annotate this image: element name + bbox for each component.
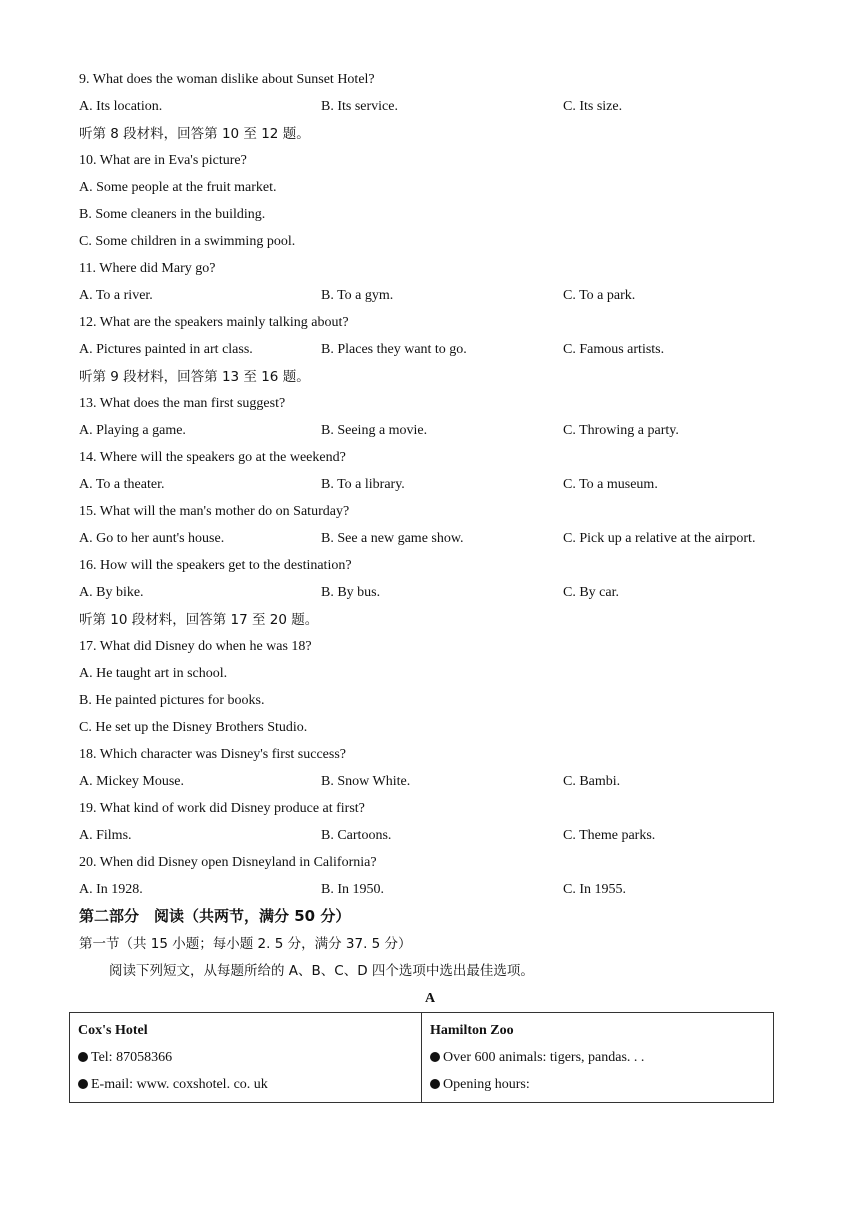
q14-option-a: A. To a theater. bbox=[79, 477, 165, 492]
part2-direction: 阅读下列短文，从每题所给的 A、B、C、D 四个选项中选出最佳选项。 bbox=[109, 963, 534, 979]
q20-option-c: C. In 1955. bbox=[563, 882, 626, 897]
q13-option-a: A. Playing a game. bbox=[79, 423, 186, 438]
question-12: 12. What are the speakers mainly talking about? bbox=[79, 315, 349, 330]
q10-option-a: A. Some people at the fruit market. bbox=[79, 180, 277, 195]
q11-option-c: C. To a park. bbox=[563, 288, 636, 303]
q15-option-a: A. Go to her aunt's house. bbox=[79, 531, 225, 546]
q9-option-a: A. Its location. bbox=[79, 99, 163, 114]
hotel-title: Cox's Hotel bbox=[78, 1023, 148, 1038]
q20-option-a: A. In 1928. bbox=[79, 882, 143, 897]
part2-heading: 第二部分 阅读（共两节，满分 50 分） bbox=[79, 907, 351, 925]
q17-option-c: C. He set up the Disney Brothers Studio. bbox=[79, 720, 308, 735]
question-11: 11. Where did Mary go? bbox=[79, 261, 216, 276]
q10-option-b: B. Some cleaners in the building. bbox=[79, 207, 266, 222]
q15-option-c: C. Pick up a relative at the airport. bbox=[563, 531, 756, 546]
bullet-icon bbox=[78, 1079, 88, 1089]
q13-option-c: C. Throwing a party. bbox=[563, 423, 679, 438]
q16-option-c: C. By car. bbox=[563, 585, 619, 600]
question-13: 13. What does the man first suggest? bbox=[79, 396, 286, 411]
hotel-tel: Tel: 87058366 bbox=[78, 1044, 413, 1071]
q9-option-c: C. Its size. bbox=[563, 99, 623, 114]
q11-option-a: A. To a river. bbox=[79, 288, 153, 303]
bullet-icon bbox=[430, 1079, 440, 1089]
q19-option-a: A. Films. bbox=[79, 828, 132, 843]
q18-option-b: B. Snow White. bbox=[321, 774, 411, 789]
q18-option-a: A. Mickey Mouse. bbox=[79, 774, 184, 789]
hotel-cell bbox=[70, 1013, 422, 1103]
question-14: 14. Where will the speakers go at the weekend? bbox=[79, 450, 346, 465]
part2-section1: 第一节（共 15 小题；每小题 2. 5 分，满分 37. 5 分） bbox=[79, 936, 412, 952]
q9-option-b: B. Its service. bbox=[321, 99, 398, 114]
q12-option-c: C. Famous artists. bbox=[563, 342, 665, 357]
question-9: 9. What does the woman dislike about Sunset Hotel? bbox=[79, 72, 375, 87]
q17-option-a: A. He taught art in school. bbox=[79, 666, 228, 681]
instruction-section-10: 听第 10 段材料，回答第 17 至 20 题。 bbox=[79, 612, 319, 628]
passage-label: A bbox=[424, 991, 436, 1006]
q10-option-c: C. Some children in a swimming pool. bbox=[79, 234, 296, 249]
bullet-icon bbox=[78, 1052, 88, 1062]
q16-option-b: B. By bus. bbox=[321, 585, 381, 600]
passage-a-table bbox=[69, 1012, 774, 1103]
question-18: 18. Which character was Disney's first success? bbox=[79, 747, 347, 762]
question-16: 16. How will the speakers get to the destination? bbox=[79, 558, 352, 573]
question-20: 20. When did Disney open Disneyland in California? bbox=[79, 855, 377, 870]
q17-option-b: B. He painted pictures for books. bbox=[79, 693, 265, 708]
q15-option-b: B. See a new game show. bbox=[321, 531, 464, 546]
q19-option-b: B. Cartoons. bbox=[321, 828, 392, 843]
q12-option-b: B. Places they want to go. bbox=[321, 342, 467, 357]
q11-option-b: B. To a gym. bbox=[321, 288, 394, 303]
q14-option-b: B. To a library. bbox=[321, 477, 405, 492]
zoo-cell bbox=[422, 1013, 774, 1103]
q12-option-a: A. Pictures painted in art class. bbox=[79, 342, 253, 357]
zoo-animals: Over 600 animals: tigers, pandas. . . bbox=[430, 1044, 765, 1071]
instruction-section-9: 听第 9 段材料，回答第 13 至 16 题。 bbox=[79, 369, 310, 385]
q18-option-c: C. Bambi. bbox=[563, 774, 621, 789]
zoo-hours: Opening hours: bbox=[430, 1071, 765, 1098]
q20-option-b: B. In 1950. bbox=[321, 882, 384, 897]
question-19: 19. What kind of work did Disney produce at first? bbox=[79, 801, 365, 816]
question-17: 17. What did Disney do when he was 18? bbox=[79, 639, 312, 654]
q13-option-b: B. Seeing a movie. bbox=[321, 423, 428, 438]
instruction-section-8: 听第 8 段材料，回答第 10 至 12 题。 bbox=[79, 126, 310, 142]
zoo-title: Hamilton Zoo bbox=[430, 1023, 514, 1038]
q16-option-a: A. By bike. bbox=[79, 585, 144, 600]
bullet-icon bbox=[430, 1052, 440, 1062]
q19-option-c: C. Theme parks. bbox=[563, 828, 656, 843]
question-15: 15. What will the man's mother do on Saturday? bbox=[79, 504, 350, 519]
q14-option-c: C. To a museum. bbox=[563, 477, 658, 492]
question-10: 10. What are in Eva's picture? bbox=[79, 153, 247, 168]
hotel-email: E-mail: www. coxshotel. co. uk bbox=[78, 1071, 413, 1098]
